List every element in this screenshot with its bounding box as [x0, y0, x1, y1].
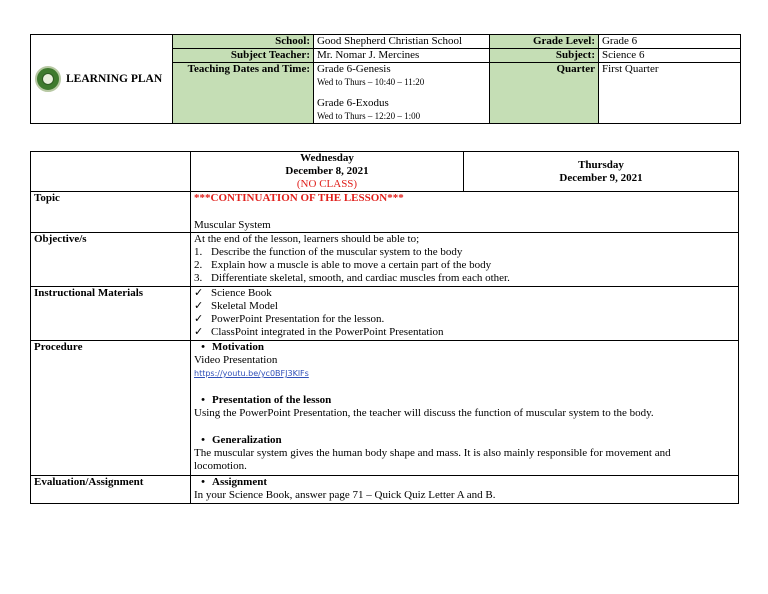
thursday-date: December 9, 2021 [559, 171, 643, 184]
wednesday-header [191, 152, 464, 192]
learning-plan-title: LEARNING PLAN [66, 72, 163, 85]
evaluation-content [191, 476, 739, 504]
materials-content [191, 287, 739, 341]
generalization-text-line2: locomotion. [194, 460, 247, 472]
list-item: 2. Explain how a muscle is able to move a certain part of the body [194, 259, 492, 271]
logo-cell [31, 35, 173, 124]
procedure-content [191, 341, 739, 476]
teaching-dates-label: Teaching Dates and Time: [173, 63, 314, 124]
subject-label: Subject: [490, 49, 599, 63]
list-item: ✓ Science Book [194, 287, 272, 299]
objectives-list [194, 246, 735, 285]
checkmark-icon: ✓ [194, 326, 204, 338]
thursday-day: Thursday [578, 158, 624, 171]
generalization-text-line1: The muscular system gives the human body shape and mass. It is also mainly responsible for movement and [194, 447, 671, 459]
teacher-value: Mr. Nomar J. Mercines [313, 49, 489, 63]
list-item: 1. Describe the function of the muscular system to the body [194, 246, 463, 258]
school-value: Good Shepherd Christian School [313, 35, 489, 49]
grade-level-value: Grade 6 [598, 35, 740, 49]
bullet-icon: • [201, 434, 205, 446]
materials-list [194, 287, 735, 339]
header-table [30, 34, 741, 124]
thursday-header [464, 152, 739, 192]
objectives-intro: At the end of the lesson, learners should be able to; [194, 233, 420, 245]
checkmark-icon: ✓ [194, 287, 204, 299]
motivation-heading: • Motivation [194, 341, 735, 354]
list-item: 3. Differentiate skeletal, smooth, and cardiac muscles from each other. [194, 272, 510, 284]
bullet-icon: • [201, 394, 205, 406]
assignment-text: In your Science Book, answer page 71 – Quick Quiz Letter A and B. [194, 489, 496, 501]
list-item: ✓ ClassPoint integrated in the PowerPoint Presentation [194, 326, 444, 338]
school-seal-icon [35, 66, 61, 92]
materials-label: Instructional Materials [31, 287, 191, 341]
checkmark-icon: ✓ [194, 313, 204, 325]
presentation-heading: • Presentation of the lesson [194, 394, 735, 407]
evaluation-label: Evaluation/Assignment [31, 476, 191, 504]
subject-value: Science 6 [598, 49, 740, 63]
quarter-value: First Quarter [598, 63, 740, 124]
procedure-label: Procedure [31, 341, 191, 476]
section-1-time: Wed to Thurs – 10:40 – 11:20 [316, 77, 425, 87]
motivation-text: Video Presentation [194, 354, 278, 366]
grade-level-label: Grade Level: [490, 35, 599, 49]
section-1-name: Grade 6-Genesis [316, 63, 391, 75]
bullet-icon: • [201, 341, 205, 353]
corner-cell [31, 152, 191, 192]
topic-label: Topic [31, 192, 191, 233]
topic-content [191, 192, 739, 233]
bullet-icon: • [201, 476, 205, 488]
objectives-label: Objective/s [31, 233, 191, 287]
presentation-text: Using the PowerPoint Presentation, the teacher will discuss the function of muscular system to the body. [194, 407, 654, 419]
no-class-note: (NO CLASS) [296, 178, 358, 190]
continuation-note: ***CONTINUATION OF THE LESSON*** [194, 192, 404, 204]
checkmark-icon: ✓ [194, 300, 204, 312]
generalization-heading: • Generalization [194, 434, 735, 447]
video-link[interactable]: https://youtu.be/yc0BFJ3KlFs [194, 369, 309, 378]
lesson-plan-table [30, 151, 739, 504]
list-item: ✓ Skeletal Model [194, 300, 278, 312]
section-2-name: Grade 6-Exodus [316, 97, 389, 109]
wednesday-day: Wednesday [300, 152, 354, 164]
wednesday-date: December 8, 2021 [285, 165, 369, 177]
topic-text: Muscular System [194, 219, 271, 231]
teacher-label: Subject Teacher: [173, 49, 314, 63]
school-label: School: [173, 35, 314, 49]
quarter-label: Quarter [490, 63, 599, 124]
section-2-time: Wed to Thurs – 12:20 – 1:00 [316, 111, 421, 121]
objectives-content [191, 233, 739, 287]
teaching-dates-value [313, 63, 489, 124]
list-item: ✓ PowerPoint Presentation for the lesson. [194, 313, 385, 325]
assignment-heading: • Assignment [194, 476, 735, 489]
